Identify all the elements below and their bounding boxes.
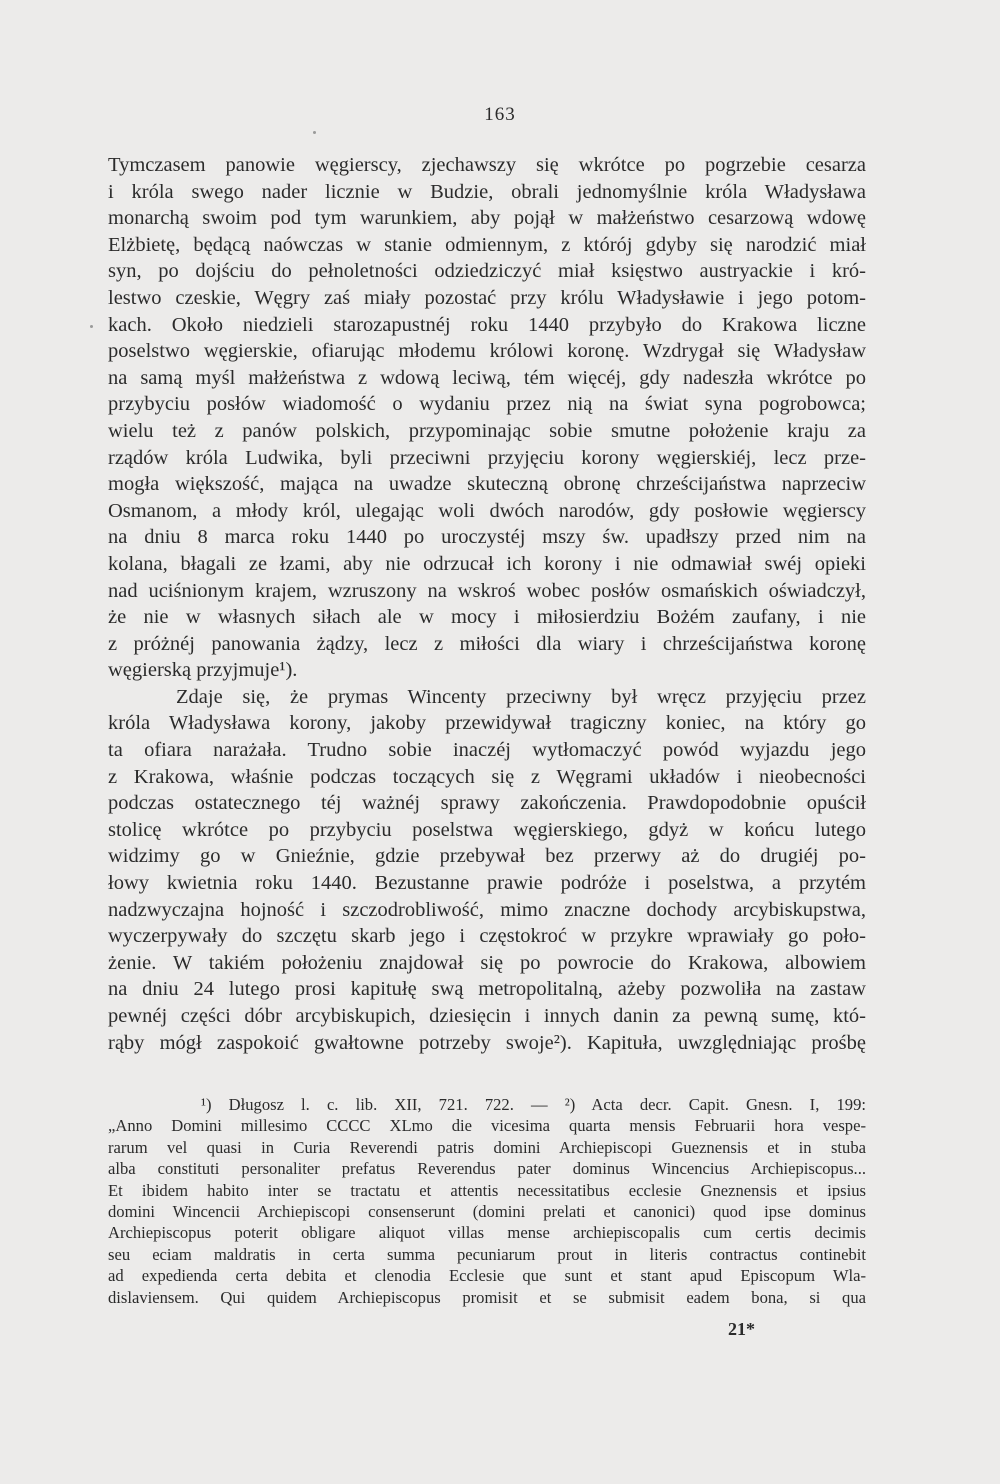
page-number: 163 [484, 104, 516, 125]
text-line: nad uciśnionym krajem, wzruszony na wskroś wobec posłów osmańskich oświadczył, [108, 579, 866, 602]
text-line: i króla swego nader licznie w Budzie, obrali jednomyślnie króla Władysława [108, 180, 866, 203]
footnote-line: ¹) Długosz l. c. lib. XII, 721. 722. — ²) Acta decr. Capit. Gnesn. I, 199: [201, 1095, 866, 1114]
paper-speck [313, 131, 316, 134]
text-line: wyczerpywały do szczętu skarb jego i częstokroć w przykre wprawiały go poło- [108, 925, 866, 948]
text-line: syn, po dojściu do pełnoletności odziedziczyć miał księstwo austryackie i kró- [108, 260, 866, 283]
text-line: na samą myśl małżeństwa z wdową leciwą, tém więcéj, gdy nadeszła wkrótce po [108, 366, 866, 389]
text-line: pewnéj części dóbr arcybiskupich, dziesięcin i innych danin za pewną sumę, któ- [108, 1005, 866, 1027]
footnote-line: dislaviensem. Qui quidem Archiepiscopus promisit et se submisit eadem bona, si qua [108, 1287, 866, 1307]
paragraph-end-line: węgierską przyjmuje¹). [108, 659, 298, 682]
text-line: kolana, błagali ze łzami, aby nie odrzucał ich korony i nie odmawiał swéj opieki [108, 552, 866, 575]
printer-signature: 21* [728, 1319, 755, 1339]
text-line: kach. Około niedzieli starozapustnéj roku 1440 przybyło do Krakowa liczne [108, 313, 866, 336]
text-line: lestwo czeskie, Węgry zaś miały pozostać przy królu Władysławie i jego potom- [108, 286, 866, 309]
text-line: monarchą swoim pod tym warunkiem, aby pojął w małżeństwo cesarzową wdowę [108, 207, 866, 230]
footnote-line: domini Wincencii Archiepiscopi consenserunt (domini prelati et canonici) quod ipse dominus [108, 1201, 866, 1221]
footnote-line: „Anno Domini millesimo CCCC XLmo die vicesima quarta mensis Februarii hora vespe- [108, 1116, 866, 1136]
text-line: na dniu 8 marca roku 1440 po uroczystéj mszy św. upadłszy przed nim na [108, 526, 866, 549]
footnote-line: ad expedienda certa debita et clenodia Ecclesie que sunt et stant apud Episcopum Wla- [108, 1266, 866, 1286]
text-line: przybyciu posłów wiadomość o wydaniu przez nią na świat syna pogrobowca; [108, 393, 866, 416]
text-line: poselstwo węgierskie, ofiarując młodemu królowi koronę. Wzdrygał się Władysław [108, 340, 866, 363]
footnotes [108, 1094, 866, 1308]
footnote-line: alba constituti personaliter prefatus Reverendus pater dominus Wincencius Archiepiscopus... [108, 1159, 866, 1179]
text-line: stolicę wkrótce po przybyciu poselstwa węgierskiego, gdyż w końcu lutego [108, 818, 866, 841]
text-line: wielu też z panów polskich, przypominając sobie smutne położenie kraju za [108, 419, 866, 442]
footnote-line: Archiepiscopus poterit obligare aliquot villas mense archiepiscopalis cum certis decimis [108, 1223, 866, 1243]
text-line: Elżbietę, będącą naówczas w stanie odmiennym, z którój gdyby się narodzić miał [108, 233, 866, 256]
text-line: króla Władysława korony, jakoby przewidywał tragiczny koniec, na który go [108, 712, 866, 735]
text-line: nadzwyczajna hojność i szczodrobliwość, mimo znaczne dochody arcybiskupstwa, [108, 898, 866, 921]
paper-speck [90, 325, 93, 328]
text-line: Tymczasem panowie węgierscy, zjechawszy się wkrótce po pogrzebie cesarza [108, 154, 866, 176]
footnote-line: rarum vel quasi in Curia Reverendi patris domini Archiepiscopi Gueznensis et in stuba [108, 1137, 866, 1157]
text-line: na dniu 24 lutego prosi kapitułę swą metropolitalną, ażeby pozwoliła na zastaw [108, 978, 866, 1001]
text-line: rządów króla Ludwika, byli przeciwni przyjęciu korony węgierskiéj, lecz prze- [108, 446, 866, 469]
main-text [108, 152, 866, 1056]
text-line: podczas ostatecznego téj ważnéj sprawy zakończenia. Prawdopodobnie opuścił [108, 792, 866, 815]
text-line: z próżnéj panowania żądzy, lecz z miłości dla wiary i chrześcijaństwa koronę [108, 632, 866, 655]
text-line: rąby mógł zaspokoić gwałtowne potrzeby swoje²). Kapituła, uwzględniając prośbę [108, 1031, 866, 1054]
text-line: że nie w własnych siłach ale w mocy i miłosierdziu Bożém zaufany, i nie [108, 606, 866, 629]
text-line: z Krakowa, właśnie podczas toczących się z Węgrami układów i nieobecności [108, 765, 866, 788]
paragraph-start-line: Zdaje się, że prymas Wincenty przeciwny był wręcz przyjęciu przez [176, 685, 866, 708]
footnote-line: seu eciam maldratis in certa summa pecuniarum prout in literis contractus continebit [108, 1244, 866, 1264]
footnote-line: Et ibidem habito inter se tractatu et attentis necessitatibus ecclesie Gneznensis et ipsius [108, 1180, 866, 1200]
text-line: Osmanom, a młody król, ulegając woli dwóch narodów, gdy posłowie węgierscy [108, 499, 866, 522]
text-line: łowy kwietnia roku 1440. Bezustanne prawie podróże i poselstwa, a przytém [108, 872, 866, 895]
text-line: ta ofiara narażała. Trudno sobie inaczéj wytłomaczyć powód wyjazdu jego [108, 739, 866, 762]
text-line: mogła większość, mająca na uwadze skuteczną obronę chrześcijaństwa naprzeciw [108, 473, 866, 496]
text-line: żenie. W takiém położeniu znajdował się po powrocie do Krakowa, albowiem [108, 951, 866, 974]
text-line: widzimy go w Gnieźnie, gdzie przebywał bez przerwy aż do drugiéj po- [108, 845, 866, 868]
